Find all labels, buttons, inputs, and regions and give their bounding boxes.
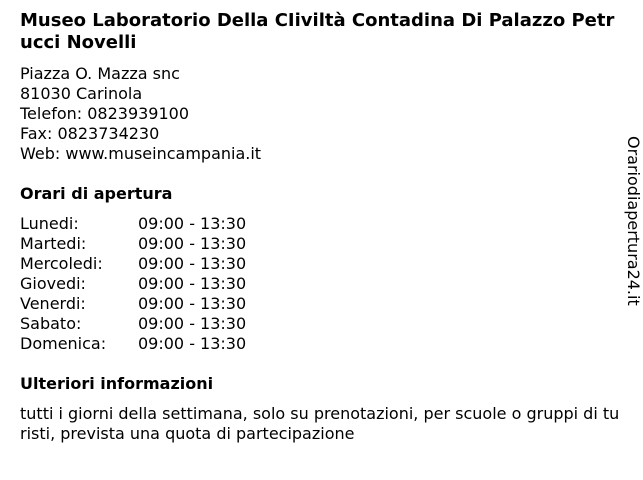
address-line-street: Piazza O. Mazza snc xyxy=(20,64,180,83)
website-link: Web: www.museincampania.it xyxy=(20,144,262,163)
hours-day: Domenica: xyxy=(20,334,107,353)
phone-number: Telefon: 0823939100 xyxy=(20,104,190,123)
hours-row xyxy=(20,314,280,334)
hours-row xyxy=(20,214,280,234)
hours-row xyxy=(20,334,280,354)
additional-info-heading: Ulteriori informazioni xyxy=(20,374,214,393)
hours-day: Mercoledi: xyxy=(20,254,103,273)
additional-info-text: tutti i giorni della settimana, solo su prenotazioni, per scuole o gruppi di turisti, prevista una quota di partecipazione xyxy=(20,404,620,443)
hours-day: Lunedi: xyxy=(20,214,79,233)
hours-time: 09:00 - 13:30 xyxy=(138,314,247,333)
fax-number: Fax: 0823734230 xyxy=(20,124,160,143)
hours-time: 09:00 - 13:30 xyxy=(138,334,247,353)
page-title: Museo Laboratorio Della CIiviltà Contadina Di Palazzo Petrucci Novelli xyxy=(20,10,615,53)
hours-time: 09:00 - 13:30 xyxy=(138,254,247,273)
hours-day: Sabato: xyxy=(20,314,82,333)
opening-hours-heading: Orari di apertura xyxy=(20,184,173,203)
hours-row xyxy=(20,294,280,314)
hours-day: Martedi: xyxy=(20,234,87,253)
hours-row xyxy=(20,274,280,294)
hours-day: Giovedi: xyxy=(20,274,86,293)
hours-day: Venerdi: xyxy=(20,294,86,313)
hours-row xyxy=(20,254,280,274)
contact-block xyxy=(20,64,261,164)
site-watermark-label: Orariodiapertura24.it xyxy=(624,136,643,306)
hours-time: 09:00 - 13:30 xyxy=(138,214,247,233)
address-line-city: 81030 Carinola xyxy=(20,84,143,103)
hours-time: 09:00 - 13:30 xyxy=(138,274,247,293)
opening-hours-table xyxy=(20,214,280,354)
hours-time: 09:00 - 13:30 xyxy=(138,294,247,313)
hours-time: 09:00 - 13:30 xyxy=(138,234,247,253)
hours-row xyxy=(20,234,280,254)
